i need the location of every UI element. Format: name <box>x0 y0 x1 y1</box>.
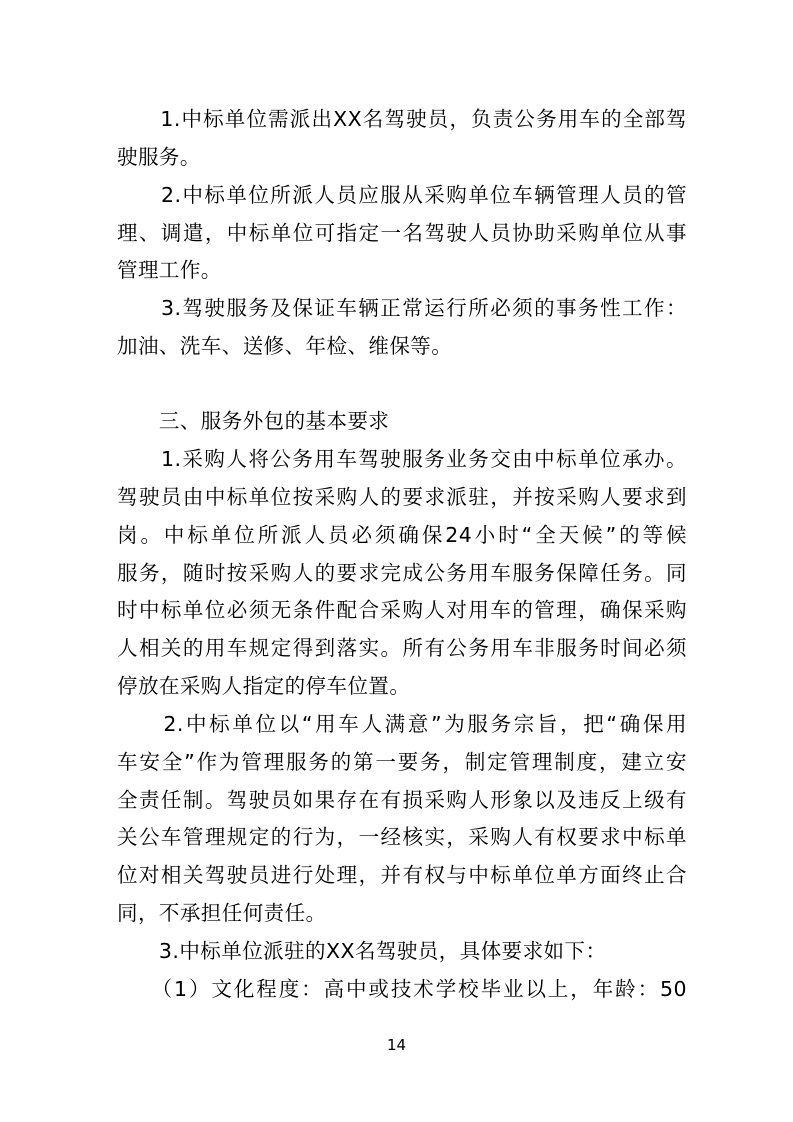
paragraph-line: 2.中标单位以“用车人满意”为服务宗旨，把“确保用 <box>117 712 687 736</box>
paragraph-line: 驶服务。 <box>117 145 201 169</box>
paragraph-line: 理、调遣，中标单位可指定一名驾驶人员协助采购单位从事 <box>117 221 687 245</box>
paragraph-line: 1.采购人将公务用车驾驶服务业务交由中标单位承办。 <box>117 447 687 471</box>
paragraph-line: 岗。中标单位所派人员必须确保24小时“全天候”的等候 <box>117 523 687 547</box>
paragraph-line: 3.驾驶服务及保证车辆正常运行所必须的事务性工作： <box>117 296 687 320</box>
paragraph-line: 车安全”作为管理服务的第一要务，制定管理制度，建立安 <box>117 750 687 774</box>
paragraph-line: 加油、洗车、送修、年检、维保等。 <box>117 334 453 358</box>
paragraph-line: 3.中标单位派驻的XX名驾驶员，具体要求如下： <box>117 939 607 963</box>
paragraph-line: 位对相关驾驶员进行处理，并有权与中标单位单方面终止合 <box>117 863 687 887</box>
paragraph-line: 2.中标单位所派人员应服从采购单位车辆管理人员的管 <box>117 183 687 207</box>
paragraph-line: 1.中标单位需派出XX名驾驶员，负责公务用车的全部驾 <box>117 107 687 131</box>
paragraph-line: 时中标单位必须无条件配合采购人对用车的管理，确保采购 <box>117 598 687 622</box>
paragraph-line: 人相关的用车规定得到落实。所有公务用车非服务时间必须 <box>117 636 687 660</box>
paragraph-line: 管理工作。 <box>117 258 222 282</box>
section-heading: 三、服务外包的基本要求 <box>117 409 390 433</box>
paragraph-line: 停放在采购人指定的停车位置。 <box>117 674 411 698</box>
paragraph-line: （1）文化程度：高中或技术学校毕业以上，年龄：50 <box>117 977 687 1001</box>
paragraph-line: 驾驶员由中标单位按采购人的要求派驻，并按采购人要求到 <box>117 485 687 509</box>
paragraph-line: 全责任制。驾驶员如果存在有损采购人形象以及违反上级有 <box>117 788 687 812</box>
paragraph-line: 同，不承担任何责任。 <box>117 901 327 925</box>
paragraph-line: 关公车管理规定的行为，一经核实，采购人有权要求中标单 <box>117 825 687 849</box>
page-number: 14 <box>386 1036 407 1054</box>
paragraph-line: 服务，随时按采购人的要求完成公务用车服务保障任务。同 <box>117 561 687 585</box>
